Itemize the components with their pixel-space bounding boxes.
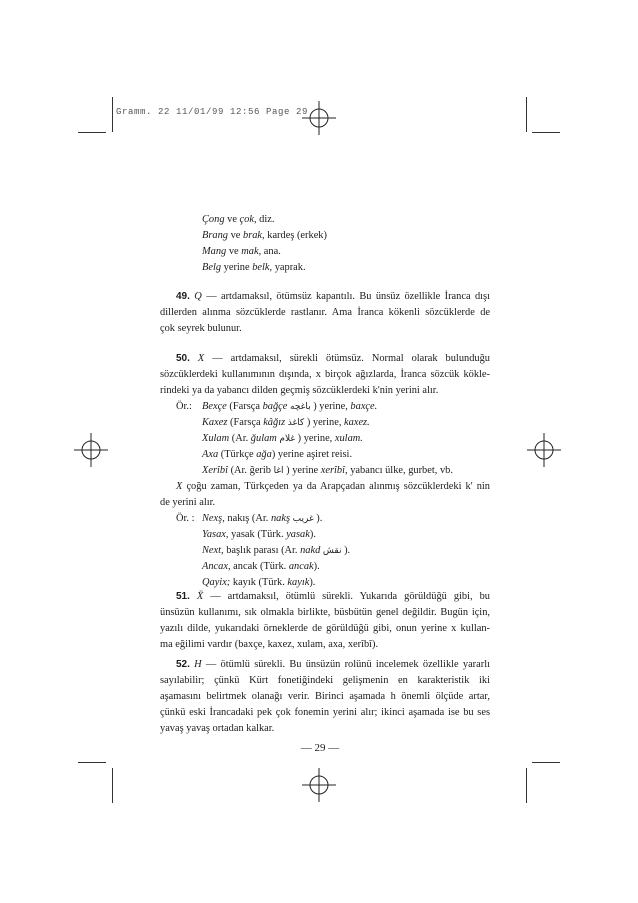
section-number: 51. [176,591,190,602]
paragraph-line: sayılabilir; çünkü Kürt fonetiğindeki gelişmenin en karakteristik iki [160,675,490,686]
example-word: Xulam [202,433,230,444]
example-word: belk, [252,262,273,273]
paragraph-line: de yerini alır. [160,497,216,508]
paragraph-line [176,589,490,605]
section-number: 49. [176,291,190,302]
example-word: Axa [202,449,219,460]
example-word: xulam. [334,433,363,444]
example-line [202,212,274,228]
source-word: nakş [270,513,291,524]
text: (Ar. [229,433,251,444]
example-word: Yasax, [202,529,229,540]
arabic-word: کاغذ [287,418,305,428]
text: ) yerine, [313,401,351,412]
example-word: Ancax, [202,561,231,572]
text: nakış (Ar. [224,513,271,524]
gloss: diz. [256,214,275,225]
example-line [202,543,350,559]
source-word: kâğız [263,417,286,428]
letter: X [197,353,205,364]
crop-mark [112,97,113,132]
arabic-word: اغا [273,466,284,476]
text: — ötümlü sürekli. Bu ünsüzün rolünü incelemek özellikle yararlı [201,659,490,670]
text: — artdamaksıl, ötümsüz kapantılı. Bu ünsüz özellikle İranca dışı [201,291,490,302]
connector: ve [227,230,243,241]
text: (Farsça [227,417,264,428]
text: yasak (Türk. [228,529,287,540]
text: ). [309,529,316,540]
text: yabancı ülke, gurbet, vb. [347,465,453,476]
example-word: Qayix; [202,577,231,588]
example-word: brak, [243,230,265,241]
source-word: yasak [286,529,310,540]
source-word: bağçe [262,401,288,412]
example-line [202,559,320,575]
paragraph-line: ünsüzün kullanımı, sık olmakla birlikte, büsbütün genel değildir. Bugün için, [160,607,490,618]
paragraph-line: dillerden alınma sözcüklerde rastlanır. Ama İranca kökenli sözcüklerde de [160,307,490,318]
text: (Türkçe [218,449,257,460]
paragraph-line: çünkü eski İrancadaki pek çok fonemin yerini alır; ikinci aşamada ise bu ses [160,707,490,718]
example-word: xerîbî, [320,465,348,476]
example-word: çok, [239,214,257,225]
letter: X [176,481,183,492]
example-word: kaxez. [344,417,370,428]
example-word: Kaxez [202,417,228,428]
paragraph-line: sözcüklerdeki kullanımının dışında, x birçok ağızlarda, İranca sözcük kökle- [160,369,490,380]
print-slug: Gramm. 22 11/01/99 12:56 Page 29 [116,107,309,117]
example-line [202,431,363,447]
text: ). [313,561,320,572]
example-line [202,244,281,260]
example-word: baxçe. [350,401,378,412]
example-word: Xerîbî [202,465,228,476]
text: ). [309,577,316,588]
text: başlık parası (Ar. [223,545,301,556]
example-word: Nexş, [202,513,225,524]
section-number: 50. [176,353,190,364]
text: ). [316,513,323,524]
crop-mark [526,768,527,803]
source-word: ağa [256,449,272,460]
letter: H [194,659,202,670]
source-word: ğulam [250,433,277,444]
text: (Farsça [226,401,263,412]
arabic-word: باغچه [290,402,311,412]
gloss: ana. [261,246,281,257]
paragraph-line [176,479,490,495]
example-word: Next, [202,545,224,556]
example-line [202,527,316,543]
example-label: Ör.: [176,401,192,412]
crop-mark [532,132,560,133]
text: ancak (Türk. [230,561,289,572]
source-word: kayık [287,577,310,588]
page-number: — 29 — [300,742,340,754]
example-word: Mang [202,246,227,257]
example-word: mak, [241,246,262,257]
paragraph-line [176,289,490,305]
text: ) yerine [286,465,321,476]
text: ). [344,545,351,556]
paragraph-line: çok seyrek bulunur. [160,323,242,334]
paragraph-line: aşamasını belirtmek olanağı verir. Birinci aşamada h önemli ölçüde artar, [160,691,490,702]
text: (Ar. ğerib [227,465,274,476]
crop-mark [526,97,527,132]
example-word: Brang [202,230,228,241]
text: kayık (Türk. [230,577,288,588]
example-line [202,511,322,527]
text: ) yerine, [297,433,335,444]
section-number: 52. [176,659,190,670]
example-line [202,260,306,276]
crop-mark [532,762,560,763]
letter: Ẍ [196,591,204,602]
connector: yerine [221,262,253,273]
registration-mark-icon [302,101,336,135]
source-word: ancak [288,561,314,572]
arabic-word: غريب [292,514,314,524]
paragraph-line: yazılı dilde, yukarıdaki örneklerde de görüldüğü gibi, onun yerine x kullan- [160,623,490,634]
example-line [202,415,370,431]
arabic-word: نقش [322,546,342,556]
source-word: nakd [300,545,321,556]
gloss: yaprak. [272,262,306,273]
text: çoğu zaman, Türkçeden ya da Arapçadan alınmış sözcüklerdeki k' nin [182,481,490,492]
example-line [202,228,327,244]
crop-mark [112,768,113,803]
example-line [202,399,377,415]
example-word: Çong [202,214,225,225]
paragraph-line [176,657,490,673]
example-line [202,463,453,479]
text: ) yerine [271,449,307,460]
gloss: kardeş (erkek) [264,230,327,241]
paragraph-line: yavaş yavaş ortadan kalkar. [160,723,275,734]
registration-mark-icon [527,433,561,467]
letter: Q [194,291,202,302]
text: — artdamaksıl, sürekli ötümsüz. Normal olarak bulunduğu [204,353,490,364]
example-word: Bexçe [202,401,227,412]
example-word: Belg [202,262,222,273]
text: aşiret reisi. [306,449,353,460]
text: — artdamaksıl, ötümlü sürekli. Yukarıda görüldüğü gibi, bu [203,591,490,602]
example-line [202,447,352,463]
registration-mark-icon [302,768,336,802]
crop-mark [78,132,106,133]
text: ) yerine, [306,417,345,428]
connector: ve [226,246,242,257]
registration-mark-icon [74,433,108,467]
paragraph-line: ma eğilimi vardır (baxçe, kaxez, xulam, axa, xerîbî). [160,639,379,650]
example-label: Ör. : [176,513,195,524]
paragraph-line: rindeki ya da yabancı dilden geçmiş sözcüklerdeki k'nin yerini alır. [160,385,439,396]
connector: ve [224,214,240,225]
crop-mark [78,762,106,763]
arabic-word: غلام [279,434,296,444]
paragraph-line [176,351,490,367]
